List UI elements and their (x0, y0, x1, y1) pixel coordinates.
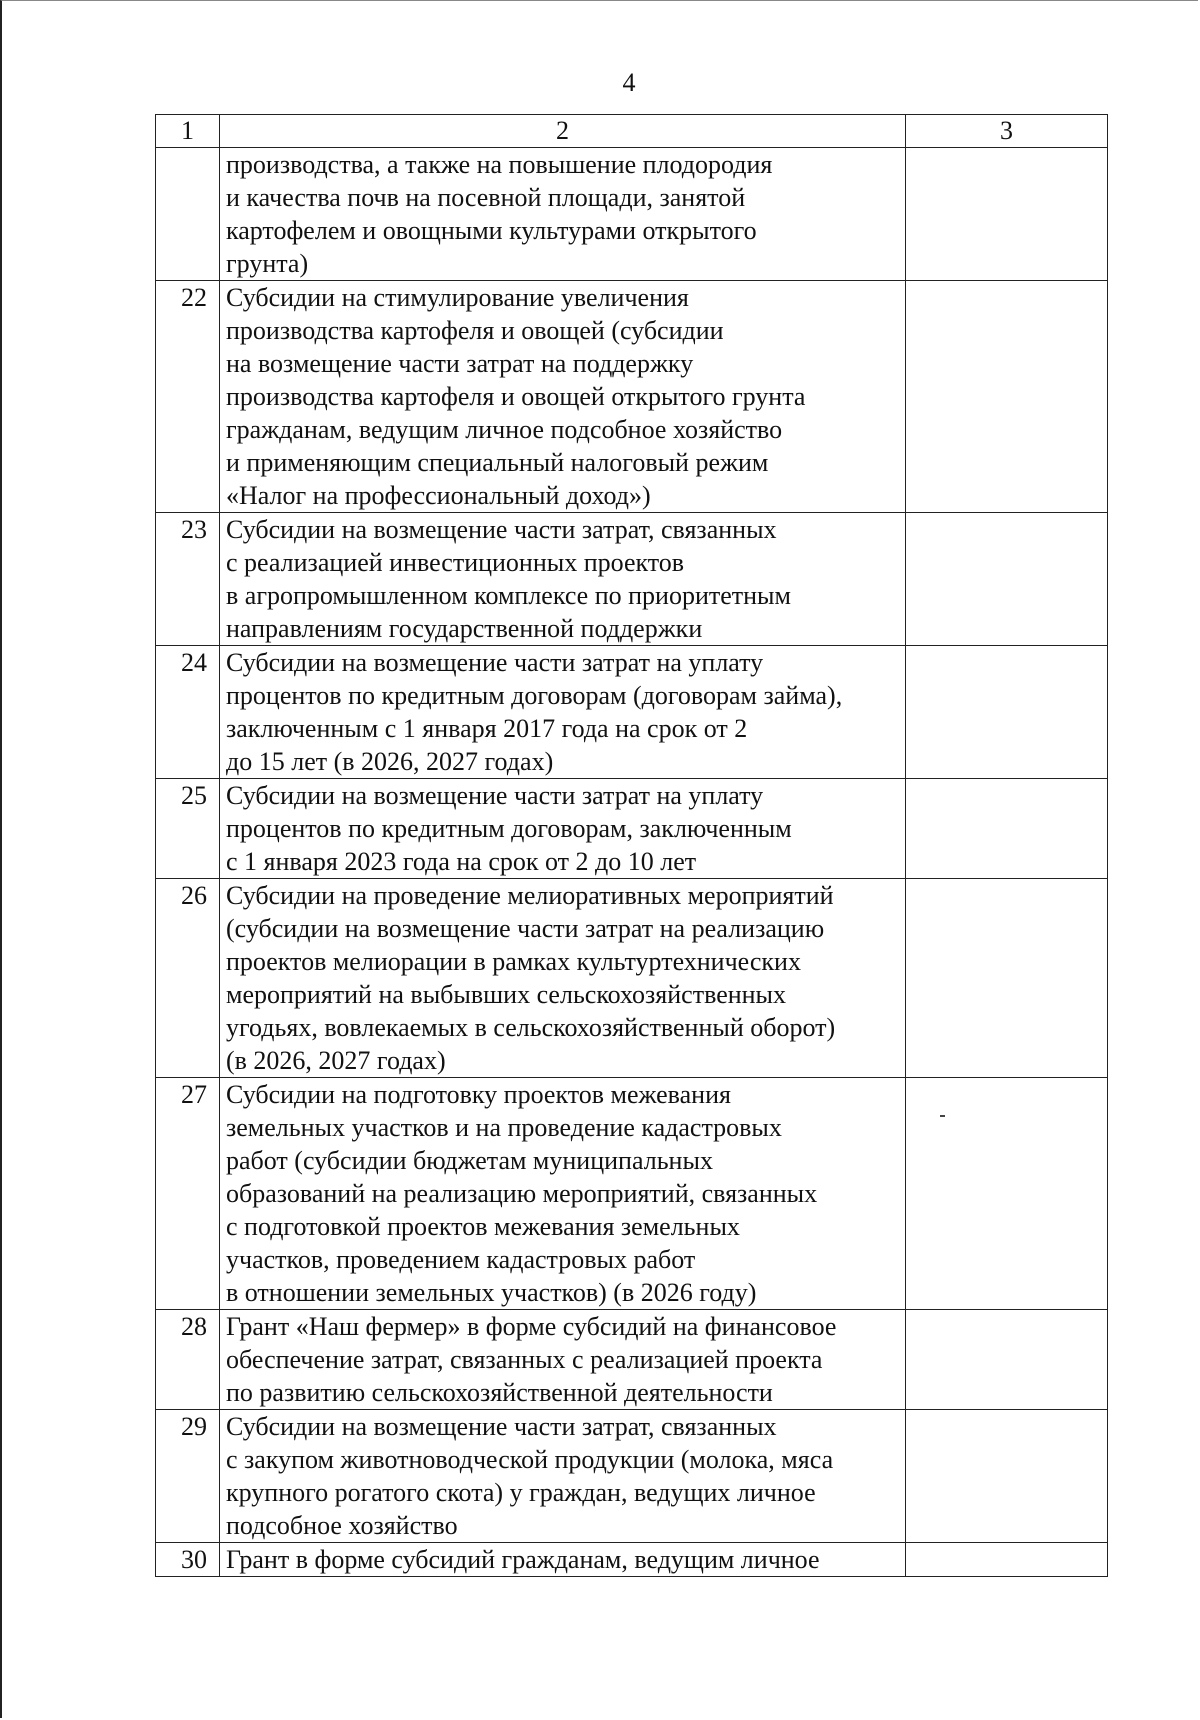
description-line: Грант в форме субсидий гражданам, ведущим личное (226, 1545, 820, 1574)
page-number: 4 (622, 68, 636, 97)
row-description (220, 513, 906, 646)
description-line: с 1 января 2023 года на срок от 2 до 10 лет (226, 847, 697, 876)
description-line: с реализацией инвестиционных проектов (226, 548, 685, 577)
row-number: 30 (156, 1543, 220, 1577)
row-column-3 (906, 779, 1108, 879)
table-row (156, 1543, 1108, 1577)
row-description (220, 1310, 906, 1410)
table-row (156, 1410, 1108, 1543)
column-header-1: 1 (156, 115, 220, 148)
description-line: земельных участков и на проведение кадастровых (226, 1113, 782, 1142)
description-line: (субсидии на возмещение части затрат на реализацию (226, 914, 825, 943)
row-number: 26 (156, 879, 220, 1078)
description-line: Субсидии на возмещение части затрат на уплату (226, 648, 764, 677)
row-column-3 (906, 1410, 1108, 1543)
description-line: Субсидии на возмещение части затрат, связанных (226, 1412, 777, 1441)
description-line: образований на реализацию мероприятий, связанных (226, 1179, 818, 1208)
table-row (156, 1310, 1108, 1410)
description-line: проектов мелиорации в рамках культуртехнических (226, 947, 801, 976)
row-description (220, 1410, 906, 1543)
row-number: 22 (156, 281, 220, 513)
description-line: в агропромышленном комплексе по приоритетным (226, 581, 791, 610)
column-header-2: 2 (220, 115, 906, 148)
row-number (156, 148, 220, 281)
table-body (156, 148, 1108, 1577)
description-line: производства картофеля и овощей открытого грунта (226, 382, 806, 411)
row-column-3 (906, 1310, 1108, 1410)
row-column-3 (906, 879, 1108, 1078)
description-line: крупного рогатого скота) у граждан, ведущих личное (226, 1478, 816, 1507)
description-line: Субсидии на подготовку проектов межевания (226, 1080, 731, 1109)
description-line: угодьях, вовлекаемых в сельскохозяйственный оборот) (226, 1013, 836, 1042)
description-line: с закупом животноводческой продукции (молока, мяса (226, 1445, 834, 1474)
table-row (156, 779, 1108, 879)
table-header-row (156, 115, 1108, 148)
description-line: Субсидии на возмещение части затрат, связанных (226, 515, 777, 544)
description-line: заключенным с 1 января 2017 года на срок от 2 (226, 714, 748, 743)
row-column-3 (906, 281, 1108, 513)
table-row (156, 513, 1108, 646)
row-column-3 (906, 1543, 1108, 1577)
row-number: 25 (156, 779, 220, 879)
description-line: на возмещение части затрат на поддержку (226, 349, 694, 378)
description-line: гражданам, ведущим личное подсобное хозяйство (226, 415, 783, 444)
row-number: 28 (156, 1310, 220, 1410)
description-line: производства, а также на повышение плодородия (226, 150, 773, 179)
row-column-3 (906, 148, 1108, 281)
row-description (220, 1543, 906, 1577)
table-row (156, 281, 1108, 513)
description-line: грунта) (226, 249, 309, 278)
description-line: процентов по кредитным договорам (договорам займа), (226, 681, 843, 710)
table-row (156, 879, 1108, 1078)
table-row (156, 1078, 1108, 1310)
description-line: Грант «Наш фермер» в форме субсидий на финансовое (226, 1312, 837, 1341)
description-line: картофелем и овощными культурами открытого (226, 216, 757, 245)
row-description (220, 1078, 906, 1310)
description-line: (в 2026, 2027 годах) (226, 1046, 446, 1075)
description-line: участков, проведением кадастровых работ (226, 1245, 696, 1274)
description-line: производства картофеля и овощей (субсидии (226, 316, 724, 345)
table-row (156, 148, 1108, 281)
description-line: с подготовкой проектов межевания земельных (226, 1212, 740, 1241)
description-line: и применяющим специальный налоговый режим (226, 448, 769, 477)
row-column-3 (906, 513, 1108, 646)
row-number: 24 (156, 646, 220, 779)
row-column-3 (906, 646, 1108, 779)
description-line: Субсидии на стимулирование увеличения (226, 283, 689, 312)
row-description (220, 646, 906, 779)
description-line: и качества почв на посевной площади, занятой (226, 183, 746, 212)
row-description (220, 281, 906, 513)
table-row (156, 646, 1108, 779)
column-header-3: 3 (906, 115, 1108, 148)
row-description (220, 879, 906, 1078)
row-number: 23 (156, 513, 220, 646)
description-line: по развитию сельскохозяйственной деятельности (226, 1378, 773, 1407)
description-line: до 15 лет (в 2026, 2027 годах) (226, 747, 554, 776)
row-number: 29 (156, 1410, 220, 1543)
description-line: направлениям государственной поддержки (226, 614, 703, 643)
row-description (220, 148, 906, 281)
description-line: процентов по кредитным договорам, заключенным (226, 814, 792, 843)
description-line: мероприятий на выбывших сельскохозяйственных (226, 980, 787, 1009)
description-line: обеспечение затрат, связанных с реализацией проекта (226, 1345, 823, 1374)
description-line: Субсидии на возмещение части затрат на уплату (226, 781, 764, 810)
description-line: подсобное хозяйство (226, 1511, 458, 1540)
stray-mark (940, 1115, 945, 1117)
row-description (220, 779, 906, 879)
description-line: в отношении земельных участков) (в 2026 году) (226, 1278, 757, 1307)
description-line: Субсидии на проведение мелиоративных мероприятий (226, 881, 834, 910)
description-line: работ (субсидии бюджетам муниципальных (226, 1146, 713, 1175)
row-number: 27 (156, 1078, 220, 1310)
description-line: «Налог на профессиональный доход») (226, 481, 651, 510)
subsidy-table (155, 114, 1108, 1577)
row-column-3 (906, 1078, 1108, 1310)
